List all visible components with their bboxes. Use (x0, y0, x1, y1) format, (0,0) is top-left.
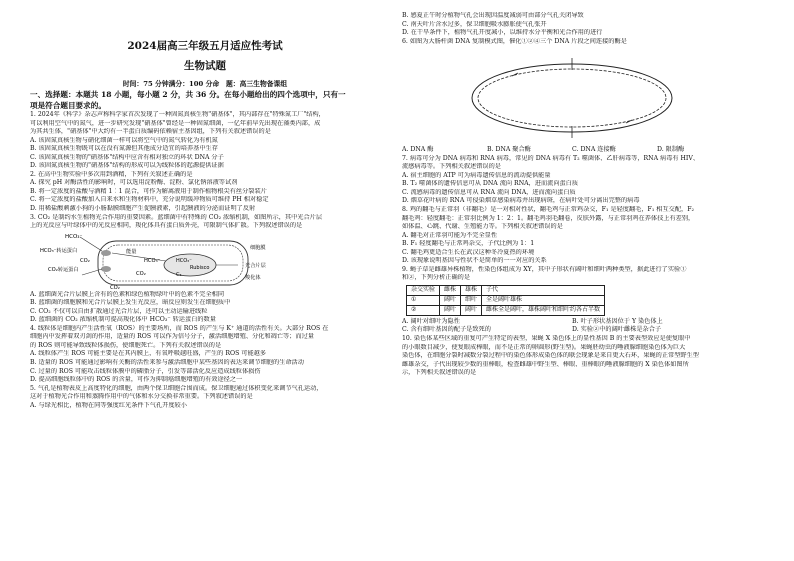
exam-meta: 时间：75 分钟满分：100 分命 题：高三生物备课组 (122, 80, 288, 88)
table-header: 雄株 (461, 285, 482, 295)
option-a: A. 线粒体产生 ROS 可能主要是在其内膜上，有氧呼吸越旺盛，产生的 ROS 可能越多 (30, 350, 267, 358)
question-line: 翻毛鸡：轻度翻毛：正常羽比例为 1：2：1。翻毛鸡羽毛翻卷，皮肤外露，与正常羽鸡在养体技上有差别， (402, 214, 695, 222)
option-c: C. 翻毛鸡更适合生长在武汉这种冬冷夏热的环境 (402, 248, 535, 256)
question-line: 的 ROS 则可能导致线粒体损伤，使细胞死亡。下列有关叙述错误的是 (30, 341, 222, 349)
question-line: 如体温、心跳、代谢、生殖能力等。下列相关叙述错误的是 (402, 223, 563, 231)
exam-title: 2024届高三年级五月适应性考试 (127, 40, 283, 52)
question-line: 5. 气孔是植物表皮上高度特化的细胞，由两个保卫细胞合围而成。保卫细胞通过体积变化来调节气孔运动， (30, 384, 323, 392)
option-c: C. 含有细叶基因的配子是致死的 (402, 326, 491, 334)
table-cell: 阔叶 (440, 305, 461, 315)
option-a: A. 与绿光相比，植物在同等强度红光条件下气孔开度较小 (30, 401, 187, 409)
question-line: 2. 在高中生物实验中多次用到酒精，下列有关叙述正确的是 (30, 170, 193, 178)
option-d: D. 提高细胞线粒体中的 ROS 的含量，可作为抑制癌细胞增殖的有效途径之一 (30, 376, 243, 384)
question-line: 流感病毒等。下列相关叙述错误的是 (402, 163, 501, 171)
question-1 (30, 111, 388, 171)
section-heading: 一、选择题：本题共 18 小题，每小题 2 分，共 36 分。在每小题给出的四个选项中，只有一 (30, 90, 346, 99)
option-d: D. 烟草花叶病的 RNA 可侵染烟草感染病毒并出现病斑，在病叶处可分离出完整的病毒 (402, 197, 640, 205)
section-heading-cont: 项是符合题目要求的。 (30, 101, 106, 110)
options-row (402, 326, 742, 335)
hco3-in-label: HCO₃⁻ (176, 257, 192, 264)
option-c: C. 南天叶片含水过多，保卫细胞吸水膨胀使气孔张开 (402, 20, 547, 28)
table-header-row (407, 285, 605, 295)
option-a: A. 翻毛对正常羽可能为不完全显性 (402, 231, 498, 239)
cyanobacteria-diagram (30, 231, 388, 291)
option-a: A. 宿主细胞的 ATP 可为病毒遗传信息的流动提供能量 (402, 171, 551, 179)
option-a: A. 阔叶对细叶为隐性 (402, 317, 460, 325)
option-c: C. DNA 连接酶 (572, 146, 616, 154)
option-b: B. 叶子形状基因位于 Y 染色体上 (572, 317, 663, 325)
option-b: B. 感夏正午时分植物气孔会出现因温度减弱可由部分气孔关闭导致 (402, 12, 584, 19)
question-2 (30, 171, 388, 214)
table-row (407, 295, 605, 305)
rubisco-label: Rubisco (190, 264, 210, 271)
co2-bottom-label: CO₂ (110, 284, 120, 291)
question-10 (402, 335, 766, 378)
option-c: C. 过量的 ROS 可能攻击线粒体膜中的磷脂分子，引发等部活化反应造成线粒体损伤 (30, 367, 261, 375)
option-c: C. 该固氮真核生物的"硝基体"结构中应含有相对独立的环状 DNA 分子 (30, 153, 224, 161)
question-line: 这对于植物光合作用和蒸腾作用中的气体和水分交换非常重要。下列叙述错误的是 (30, 393, 253, 401)
thylakoid-label: 光合片层 (245, 262, 266, 269)
c3-label: C₃ (176, 271, 182, 278)
table-cell: ② (407, 305, 440, 315)
exam-subject: 生物试题 (184, 60, 226, 72)
option-a: A. 该固氮真核生物与硝化细菌一样可以将空气中的氮气转化为有机氮 (30, 136, 218, 144)
option-a: A. 探究 pH 对酶活性的影响时，可以选用淀粉酶、淀粉、氯化钠溶液等试剂 (30, 179, 238, 187)
option-a: A. 蓝细菌光合片层膜上含有的色素和绿色植物绿叶中的色素不完全相同 (30, 290, 225, 298)
question-line: 8. 鸡的翻毛与正常羽（非翻毛）是一对相对性状，翻毛鸡与正常鸡杂交，F₁ 是轻度翻毛，F₁ 相互交配，F₂ (402, 206, 694, 214)
table-cell: ① (407, 295, 440, 305)
co2-transporter-label: CO₂转运蛋白 (48, 266, 79, 273)
option-c: C. 将一定浓度的盐酸加入自来水和生物材料中，充分说明缓冲物质可维持 PH 相对稳定 (30, 196, 269, 204)
option-d: D. 蓝细菌的 CO₂ 浓缩机制可提高羧化体中 HCO₃⁻ 转运蛋白的数量 (30, 316, 216, 324)
question-line: 可以利用空气中的氮气，进一步研究发现"硝基体"曾经是一种固氮细菌，一亿年前早先出现在藻类内部，成 (30, 119, 321, 127)
table-cell: 全是阔叶雄株 (482, 295, 605, 305)
question-6 (402, 38, 766, 155)
question-line: 10. 染色体某些区域的重复可产生特定的表型，果蝇 X 染色体上的显性基因 B 的主要表型效应是使复眼中 (402, 335, 691, 343)
hco3-top-label: HCO₃⁻ (65, 233, 83, 240)
question-line: 示，下列相关叙述错误的是 (402, 369, 477, 377)
right-column (402, 12, 766, 378)
co2-transporter-shape (101, 266, 111, 272)
option-d: D. 用稀盐酸刺激小狗的小肠黏膜细胞产生促胰液素，引起胰液的分泌而证明了反射 (30, 205, 256, 213)
question-line: 染色体，在细胞分裂时减数分裂过程中的染色体形成染色体的联会现象是来自更大石环，果蝇的正常型野生型 (402, 352, 699, 360)
option-b: B. 该固氮真核生物既可以在没有氮源但其他成分适宜的培养基中生存 (30, 145, 218, 153)
question-9 (402, 266, 766, 335)
question-5 (30, 385, 388, 411)
inner-strand (478, 69, 666, 127)
co2-mid-label: CO₂ (136, 270, 146, 277)
table-row (407, 305, 605, 315)
hco3-transporter-shape (101, 250, 111, 256)
question-line: 4. 线粒体是细胞内产生活性氧（ROS）的主要场所，而 ROS 的产生与 K⁺ 通道的活性有关。大部分 ROS 在 (30, 324, 329, 332)
option-d: D. 限制酶 (657, 146, 685, 154)
option-b: B. T₂ 噬菌体的遗传信息可从 DNA 流向 RNA，进而流向蛋白质 (402, 180, 579, 188)
hco3-transporter-label: HCO₃⁻转运蛋白 (40, 247, 78, 254)
question-line: 的小眼数目减少，使复眼成棒眼，而不是正常的卵圆形(野生型)。果蝇胚幼虫的唾液腺细胞染色体为巨大 (402, 343, 686, 351)
dna-replication-diagram (402, 46, 766, 146)
table-cell: 细叶 (461, 295, 482, 305)
option-b: B. DNA 聚合酶 (487, 146, 531, 154)
question-line: 9. 蝇子草是雌雄异株植物，性染色体组成为 XY，其中子形状有阔叶和细叶两种类型，据此进行了实验① (402, 265, 687, 273)
question-line: 7. 病毒可分为 DNA 病毒和 RNA 病毒，常见的 DNA 病毒有 T₂ 噬菌体、乙肝病毒等，RNA 病毒有 HIV、 (402, 154, 700, 162)
question-7 (402, 155, 766, 206)
question-line: 1. 2024年《科学》杂志声称科学家首次发现了一种固氮真核生物"硝基体"，其内部存在"特殊氮工厂"结构， (30, 111, 325, 118)
option-b: B. 适量的 ROS 可能通过影响有关酶的活性来参与激活细胞中某些基因的表达来调节细胞的生命活动 (30, 359, 304, 367)
question-line: 为其共生体，"硝基体"中大约有一半蛋白质编码依赖宿主基因组，下列有关叙述错误的是 (30, 128, 271, 136)
question-8 (402, 206, 766, 266)
question-line: 雌雄杂交，子代出现较少数的重棒眼，检查雌雄中野生型、棒眼、重棒眼的唾液腺细胞的 X 染色体如图所 (402, 360, 689, 368)
question-4 (30, 325, 388, 385)
option-d: D. 实验②中的阔叶雌株是杂合子 (572, 326, 662, 334)
option-b: B. F₁ 轻度翻毛与正常鸡杂交，子代比例为 1：1 (402, 240, 535, 248)
co2-left-label: CO₂ (80, 257, 90, 264)
energy-label: 能量 (126, 248, 137, 255)
question-line: 6. 如图为大肠杆菌 DNA 复制模式图，催化①②④三个 DNA 片段之间连接的酶是 (402, 37, 627, 45)
option-b: B. 将一定浓度的盐酸与酒精 1︰1 混合，可作为解离液用于制作植物根尖有丝分裂装片 (30, 187, 267, 195)
table-cell: 雌株全是阔叶，雄株阔叶和细叶约各占半数 (482, 305, 605, 315)
question-line: 和②，下列分析正确的是 (402, 274, 471, 282)
option-c: C. CO₂ 不仅可以自由扩散通过光合片层，还可以主动运输进线粒 (30, 307, 208, 315)
option-d: D. 在干旱条件下，植物气孔开度减小，以维持水分平衡和光合作用的进行 (402, 29, 603, 37)
cross-table (406, 285, 605, 316)
table-cell: 阔叶 (461, 305, 482, 315)
question-line: 上的光反应与叶绿体中的光反应相同，羧化体具有蛋白质外壳，可限制气体扩散。下列叙述错误的是 (30, 222, 303, 230)
option-b: B. 蓝细菌的细胞膜和光合片层膜上发生光反应，暗反应则发生在细胞质中 (30, 299, 231, 307)
cell-membrane-label: 细胞膜 (250, 244, 266, 251)
table-header: 雌株 (440, 285, 461, 295)
option-a: A. DNA 酶 (402, 146, 434, 154)
option-d: D. 该固氮真核生物的"硝基体"结构的形成可以为线粒体的起源提供证据 (30, 162, 224, 170)
question-line: 3. CO₂ 是制约水生植物光合作用的重要因素。蓝细菌中有特殊的 CO₂ 浓缩机制，如图所示，其中光合片层 (30, 213, 323, 221)
carboxysome-label: 羧化体 (245, 274, 261, 281)
option-c: C. 流感病毒的遗传信息可从 RNA 流向 DNA，进而流向蛋白质 (402, 188, 576, 196)
table-cell: 阔叶 (440, 295, 461, 305)
left-column (30, 89, 388, 410)
options-row (402, 146, 742, 155)
table-header: 子代 (482, 285, 605, 295)
question-3 (30, 214, 388, 325)
table-header: 杂交实验 (407, 285, 440, 295)
hco3-mid-label: HCO₃⁻ (144, 257, 161, 264)
question-line: 细胞内中发挥着双刃剑的作用，适量的 ROS 可以作为信号分子，激活细胞增殖、分化和凋亡等；而过量 (30, 333, 314, 341)
option-d: D. 该现象说明基因与性状不是简单的一一对应的关系 (402, 257, 547, 265)
outer-strand (472, 64, 672, 132)
